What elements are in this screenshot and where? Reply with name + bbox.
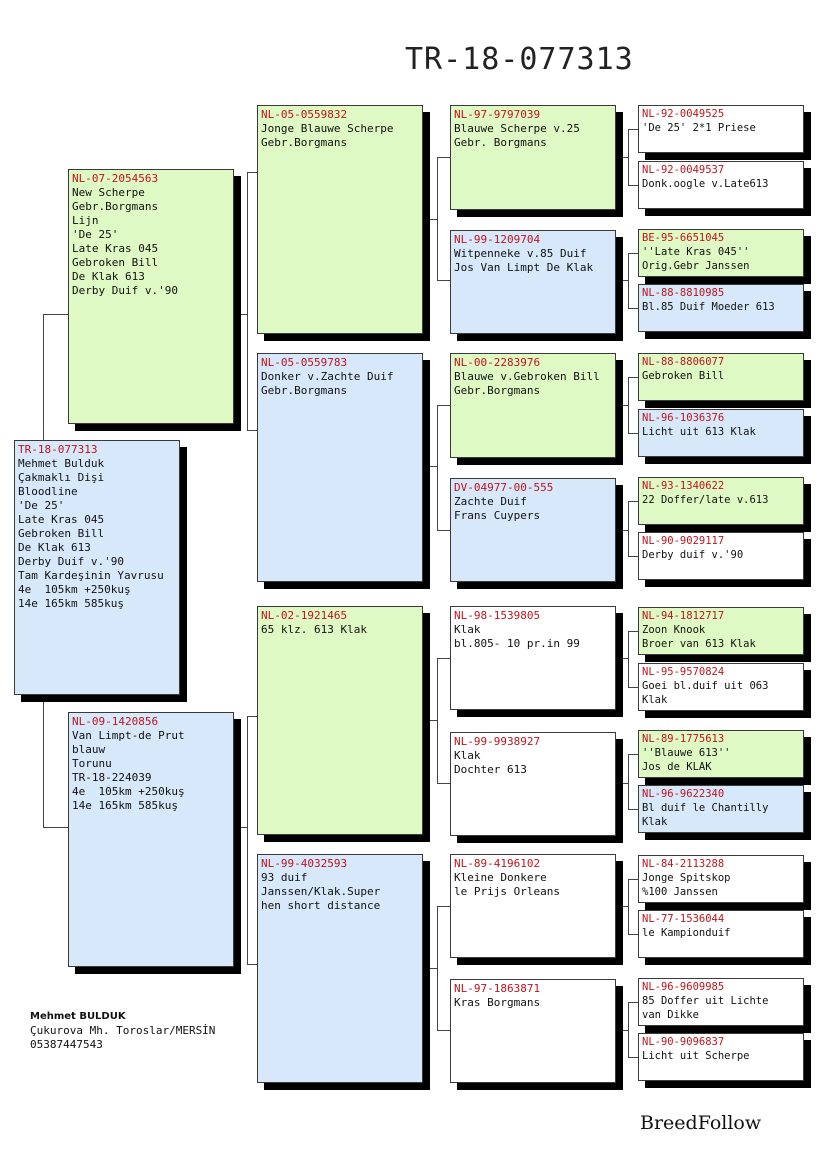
ring-number: NL-89-4196102 — [454, 857, 541, 870]
bird-info-line: 'De 25' — [18, 499, 65, 512]
connector-line — [437, 280, 450, 281]
gen5-card[interactable] — [638, 607, 804, 655]
bird-info-line: Donker v.Zachte Duif — [261, 370, 394, 383]
bird-info-line: Blauwe v.Gebroken Bill — [454, 370, 600, 383]
ring-number: NL-99-9938927 — [454, 735, 541, 748]
connector-line — [437, 658, 450, 659]
bird-info-line: 14e 165km 585kuş — [18, 597, 124, 610]
bird-info-line: Gebr.Borgmans — [72, 200, 159, 213]
ring-number: NL-96-9609985 — [642, 981, 725, 993]
ring-number: NL-97-1863871 — [454, 982, 541, 995]
ring-number: NL-07-2054563 — [72, 172, 159, 185]
bird-info-line: Van Limpt-de Prut — [72, 729, 185, 742]
bird-info-line: 'De 25' — [72, 228, 119, 241]
brand-logo: BreedFollow — [640, 1112, 762, 1134]
bird-info-line: hen short distance — [261, 899, 381, 912]
bird-info-line: Gebr.Borgmans — [454, 384, 541, 397]
ring-number: NL-92-0049525 — [642, 108, 725, 120]
gen5-card[interactable] — [638, 910, 804, 958]
ring-number: NL-96-1036376 — [642, 412, 725, 424]
ring-number: NL-93-1340622 — [642, 480, 725, 492]
ring-number: NL-02-1921465 — [261, 609, 348, 622]
bird-info-line: Gebr.Borgmans — [261, 136, 348, 149]
gen5-card[interactable] — [638, 1033, 804, 1081]
bird-info-line: 22 Doffer/late v.613 — [642, 493, 769, 506]
connector-line — [430, 466, 437, 467]
bird-info-line: Late Kras 045 — [72, 242, 159, 255]
connector-line — [628, 754, 629, 810]
bird-info-line: Derby Duif v.'90 — [18, 555, 124, 568]
sire-sire-card[interactable] — [257, 105, 423, 334]
connector-line — [628, 129, 629, 186]
bird-info-line: Donk.oogle v.Late613 — [642, 177, 769, 190]
bird-info-line: Blauwe Scherpe v.25 — [454, 122, 580, 135]
owner-phone: 05387447543 — [30, 1038, 103, 1051]
connector-line — [247, 964, 257, 965]
bird-info-line: Jos de KLAK — [642, 760, 712, 773]
connector-line — [628, 253, 629, 309]
ring-number: NL-90-9096837 — [642, 1036, 725, 1048]
connector-line — [437, 906, 438, 1031]
bird-info-line: 65 klz. 613 Klak — [261, 623, 367, 636]
connector-line — [628, 631, 629, 688]
connector-line — [628, 501, 629, 557]
bird-info-line: Gebr. Borgmans — [454, 136, 547, 149]
connector-line — [628, 879, 638, 880]
gen4-card-1[interactable] — [450, 105, 616, 210]
gen4-card-2[interactable] — [450, 230, 616, 334]
gen5-card[interactable] — [638, 663, 804, 711]
bird-info-line: Goei bl.duif uit 063 — [642, 679, 769, 692]
subject-card[interactable] — [14, 440, 180, 695]
ring-number: NL-88-8810985 — [642, 287, 725, 299]
bird-info-line: Klak — [454, 623, 481, 636]
bird-info-line: van Dikke — [642, 1008, 699, 1021]
gen4-card-5[interactable] — [450, 606, 616, 710]
owner-name: Mehmet BULDUK — [30, 1011, 126, 1022]
bird-info-line: Dochter 613 — [454, 763, 527, 776]
connector-line — [628, 879, 629, 935]
bird-info-line: Frans Cuypers — [454, 509, 541, 522]
bird-info-line: %100 Janssen — [642, 885, 718, 898]
bird-info-line: Zachte Duif — [454, 495, 527, 508]
bird-info-line: Jos Van Limpt De Klak — [454, 261, 594, 274]
bird-info-line: New Scherpe — [72, 186, 145, 199]
gen4-card-3[interactable] — [450, 353, 616, 458]
connector-line — [628, 687, 638, 688]
gen5-card[interactable] — [638, 855, 804, 903]
ring-number: NL-96-9622340 — [642, 788, 725, 800]
bird-info-line: blauw — [72, 743, 106, 756]
ring-number: NL-97-9797039 — [454, 108, 541, 121]
bird-info-line: Kras Borgmans — [454, 996, 541, 1009]
bird-info-line: ''Blauwe 613'' — [642, 746, 731, 759]
ring-number: NL-05-0559832 — [261, 108, 348, 121]
connector-line — [247, 430, 257, 431]
ring-number: NL-00-2283976 — [454, 356, 541, 369]
connector-line — [628, 754, 638, 755]
ring-number: BE-95-6651045 — [642, 232, 725, 244]
connector-line — [628, 1002, 638, 1003]
bird-info-line: Derby duif v.'90 — [642, 548, 744, 561]
connector-line — [628, 253, 638, 254]
connector-line — [628, 433, 638, 434]
bird-info-line: 14e 165km 585kuş — [72, 799, 178, 812]
connector-line — [628, 501, 638, 502]
owner-info — [30, 1010, 215, 1052]
bird-info-line: Klak — [642, 815, 668, 828]
bird-info-line: ''Late Kras 045'' — [642, 245, 750, 258]
pedigree-title: TR-18-077313 — [405, 42, 634, 77]
connector-line — [628, 129, 638, 130]
bird-info-line: le Kampionduif — [642, 926, 731, 939]
connector-line — [437, 658, 438, 784]
dam-card[interactable] — [68, 712, 234, 967]
bird-info-line: Tam Kardeşinin Yavrusu — [18, 569, 164, 582]
connector-line — [437, 530, 450, 531]
gen5-card[interactable] — [638, 477, 804, 525]
dam-dam-card[interactable] — [257, 854, 423, 1083]
bird-info-line: Late Kras 045 — [18, 513, 105, 526]
bird-info-line: Lijn — [72, 214, 99, 227]
gen5-card[interactable] — [638, 229, 804, 277]
ring-number: TR-18-077313 — [18, 443, 98, 456]
dam-sire-card[interactable] — [257, 606, 423, 835]
connector-line — [628, 556, 638, 557]
gen5-card[interactable] — [638, 978, 804, 1026]
connector-line — [628, 1002, 629, 1058]
bird-info-line: Mehmet Bulduk — [18, 457, 105, 470]
connector-line — [247, 172, 248, 431]
bird-info-line: Jonge Spitskop — [642, 871, 731, 884]
connector-line — [43, 314, 68, 315]
bird-info-line: TR-18-224039 — [72, 771, 152, 784]
connector-line — [437, 783, 450, 784]
bird-info-line: Broer van 613 Klak — [642, 637, 756, 650]
connector-line — [628, 377, 629, 434]
bird-info-line: Torunu — [72, 757, 112, 770]
ring-number: NL-84-2113288 — [642, 858, 725, 870]
ring-number: NL-94-1812717 — [642, 610, 725, 622]
bird-info-line: 85 Doffer uit Lichte — [642, 994, 769, 1007]
ring-number: NL-98-1539805 — [454, 609, 541, 622]
sire-dam-card[interactable] — [257, 353, 423, 582]
gen5-card[interactable] — [638, 353, 804, 401]
connector-line — [437, 157, 450, 158]
bird-info-line: Derby Duif v.'90 — [72, 284, 178, 297]
bird-info-line: Janssen/Klak.Super — [261, 885, 381, 898]
bird-info-line: Licht uit Scherpe — [642, 1049, 750, 1062]
bird-info-line: 4e 105km +250kuş — [18, 583, 131, 596]
connector-line — [628, 934, 638, 935]
connector-line — [437, 157, 438, 281]
bird-info-line: Klak — [642, 693, 668, 706]
gen4-card-8[interactable] — [450, 979, 616, 1083]
gen5-card[interactable] — [638, 284, 804, 332]
gen5-card[interactable] — [638, 532, 804, 580]
bird-info-line: Gebr.Borgmans — [261, 384, 348, 397]
connector-line — [247, 716, 257, 717]
connector-line — [247, 716, 248, 965]
gen5-card[interactable] — [638, 730, 804, 778]
bird-info-line: 4e 105km +250kuş — [72, 785, 185, 798]
connector-line — [628, 377, 638, 378]
connector-line — [437, 906, 450, 907]
bird-info-line: 'De 25' 2*1 Priese — [642, 121, 756, 134]
bird-info-line: Jonge Blauwe Scherpe — [261, 122, 394, 135]
bird-info-line: Çakmaklı Dişi — [18, 471, 105, 484]
bird-info-line: Witpenneke v.85 Duif — [454, 247, 587, 260]
bird-info-line: Kleine Donkere — [454, 871, 547, 884]
bird-info-line: le Prijs Orleans — [454, 885, 560, 898]
connector-line — [437, 405, 438, 531]
gen5-card[interactable] — [638, 785, 804, 833]
bird-info-line: bl.805- 10 pr.in 99 — [454, 637, 580, 650]
gen5-card[interactable] — [638, 161, 804, 209]
bird-info-line: Gebroken Bill — [642, 369, 725, 382]
gen5-card[interactable] — [638, 105, 804, 153]
connector-line — [430, 219, 437, 220]
ring-number: NL-89-1775613 — [642, 733, 725, 745]
ring-number: NL-88-8806077 — [642, 356, 725, 368]
connector-line — [43, 827, 68, 828]
connector-line — [628, 809, 638, 810]
ring-number: DV-04977-00-555 — [454, 481, 554, 494]
connector-line — [43, 314, 44, 440]
bird-info-line: Klak — [454, 749, 481, 762]
connector-line — [628, 1057, 638, 1058]
bird-info-line: 93 duif — [261, 871, 308, 884]
bird-info-line: De Klak 613 — [72, 270, 145, 283]
bird-info-line: Licht uit 613 Klak — [642, 425, 756, 438]
bird-info-line: Gebroken Bill — [72, 256, 159, 269]
bird-info-line: Bl duif le Chantilly — [642, 801, 769, 814]
owner-address: Çukurova Mh. Toroslar/MERSİN — [30, 1024, 216, 1037]
ring-number: NL-90-9029117 — [642, 535, 725, 547]
connector-line — [628, 631, 638, 632]
bird-info-line: Orig.Gebr Janssen — [642, 259, 750, 272]
bird-info-line: De Klak 613 — [18, 541, 91, 554]
gen4-card-4[interactable] — [450, 478, 616, 582]
connector-line — [247, 172, 257, 173]
gen4-card-6[interactable] — [450, 732, 616, 836]
connector-line — [430, 720, 437, 721]
bird-info-line: Bl.85 Duif Moeder 613 — [642, 300, 775, 313]
ring-number: NL-77-1536044 — [642, 913, 725, 925]
bird-info-line: Zoon Knook — [642, 623, 706, 636]
ring-number: NL-92-0049537 — [642, 164, 725, 176]
ring-number: NL-99-1209704 — [454, 233, 541, 246]
ring-number: NL-05-0559783 — [261, 356, 348, 369]
connector-line — [628, 308, 638, 309]
connector-line — [437, 405, 450, 406]
bird-info-line: Bloodline — [18, 485, 78, 498]
gen5-card[interactable] — [638, 409, 804, 457]
gen4-card-7[interactable] — [450, 854, 616, 958]
connector-line — [628, 185, 638, 186]
ring-number: NL-09-1420856 — [72, 715, 159, 728]
bird-info-line: Gebroken Bill — [18, 527, 105, 540]
sire-card[interactable] — [68, 169, 234, 424]
ring-number: NL-99-4032593 — [261, 857, 348, 870]
connector-line — [43, 695, 44, 827]
ring-number: NL-95-9570824 — [642, 666, 725, 678]
connector-line — [430, 968, 437, 969]
connector-line — [437, 1030, 450, 1031]
